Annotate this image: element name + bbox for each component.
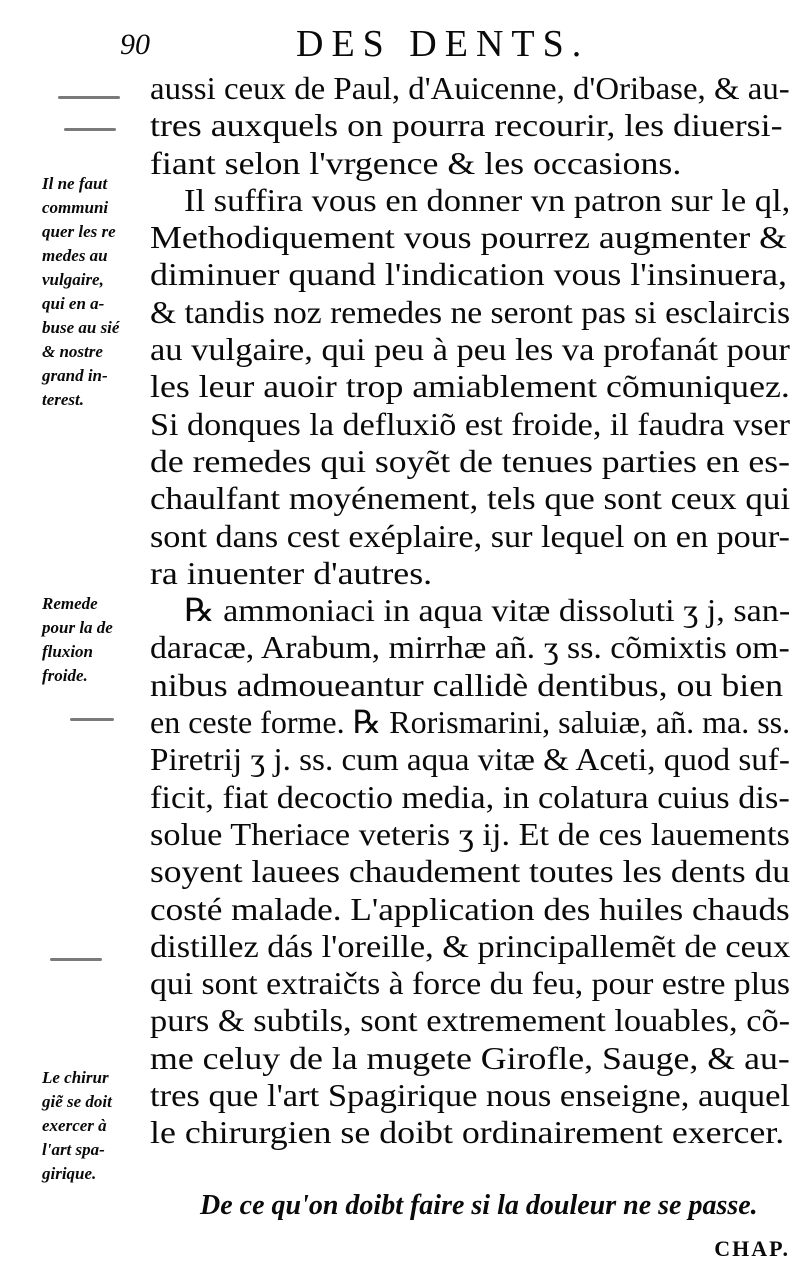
text-line: soyent lauees chaudement toutes les dents du xyxy=(150,853,791,890)
text-line: ficit, fiat decoctio media, in colatura cuius dis- xyxy=(150,778,790,815)
margin-note-chirurgien xyxy=(42,1066,154,1186)
margin-note-line: l'art spa- xyxy=(42,1140,105,1159)
text-line: de remedes qui soyẽt de tenues parties en es- xyxy=(150,442,791,479)
catchword: CHAP. xyxy=(714,1236,790,1261)
marginal-smudge xyxy=(70,718,114,721)
text-line: en ceste forme. ℞ Rorismarini, saluiæ, añ. ma. ss. xyxy=(150,704,791,741)
running-title: DES DENTS. xyxy=(296,23,590,65)
margin-note-line: froide. xyxy=(42,666,88,685)
margin-note-line: Le chirur xyxy=(42,1068,109,1087)
margin-note-line: giẽ se doit xyxy=(42,1092,112,1111)
text-line: costé malade. L'application des huiles chauds xyxy=(150,890,790,927)
text-line: diminuer quand l'indication vous l'insinuera, xyxy=(150,256,788,293)
margin-note-line: quer les re xyxy=(42,222,116,241)
margin-note-line: Il ne faut xyxy=(42,174,108,193)
text-line: tres que l'art Spagirique nous enseigne, auquel xyxy=(150,1077,791,1114)
text-line: Piretrij ʒ j. ss. cum aqua vitæ & Aceti, quod suf- xyxy=(150,741,790,778)
text-line: chaulfant moyénement, tels que sont ceux qui xyxy=(150,480,791,517)
text-line: les leur auoir trop amiablement cõmuniquez. xyxy=(150,368,790,405)
margin-note-line: girique. xyxy=(42,1164,97,1183)
margin-note-remede-defluxion xyxy=(42,592,154,688)
text-line: au vulgaire, qui peu à peu les va profanát pour xyxy=(150,331,790,368)
margin-note-line: exercer à xyxy=(42,1116,107,1135)
text-line: ℞ ammoniaci in aqua vitæ dissoluti ʒ j, san- xyxy=(184,592,791,629)
text-line: aussi ceux de Paul, d'Auicenne, d'Oribase, & au- xyxy=(150,70,790,106)
section-subheading: De ce qu'on doibt faire si la douleur ne se passe. xyxy=(200,1190,758,1221)
text-line: sont dans cest exéplaire, sur lequel on en pour- xyxy=(150,517,790,554)
margin-note-remedes xyxy=(42,172,154,412)
margin-note-line: buse au sié xyxy=(42,318,120,337)
text-line: distillez dás l'oreille, & principallemẽt de ceux xyxy=(150,927,791,964)
margin-note-line: fluxion xyxy=(42,642,94,661)
margin-note-line: communi xyxy=(42,198,109,217)
text-line: Si donques la defluxiõ est froide, il faudra vser xyxy=(150,405,791,442)
margin-note-line: Remede xyxy=(42,594,98,613)
page-number: 90 xyxy=(120,28,150,61)
margin-note-line: & nostre xyxy=(42,342,103,361)
text-line: qui sont extraičts à force du feu, pour estre plus xyxy=(150,965,791,1002)
page-header xyxy=(120,22,680,68)
margin-note-line: medes au xyxy=(42,246,108,265)
text-line: le chirurgien se doibt ordinairement exercer. xyxy=(150,1114,785,1151)
text-line: purs & subtils, sont extremement louables, cõ- xyxy=(150,1002,791,1039)
margin-note-line: pour la de xyxy=(42,618,113,637)
text-line: nibus admoueantur callidè dentibus, ou bien xyxy=(150,666,784,703)
main-text-block xyxy=(150,70,795,1152)
text-line: Il suffira vous en donner vn patron sur le ql, xyxy=(184,181,791,218)
margin-note-line: qui en a- xyxy=(42,294,105,313)
marginal-smudge xyxy=(64,128,116,131)
margin-note-line: grand in- xyxy=(42,366,108,385)
margin-note-line: vulgaire, xyxy=(42,270,104,289)
text-line: me celuy de la mugete Girofle, Sauge, & au- xyxy=(150,1039,790,1076)
text-line: tres auxquels on pourra recourir, les diuersi- xyxy=(150,107,783,144)
text-line: ra inuenter d'autres. xyxy=(150,554,433,591)
text-line: & tandis noz remedes ne seront pas si esclaircis xyxy=(150,293,791,330)
text-line: fiant selon l'vrgence & les occasions. xyxy=(150,144,682,181)
margin-note-line: terest. xyxy=(42,390,85,409)
text-line: solue Theriace veteris ʒ ij. Et de ces lauements xyxy=(150,815,790,852)
text-line: Methodiquement vous pourrez augmenter & xyxy=(150,219,787,256)
marginal-smudge xyxy=(50,958,102,961)
marginal-smudge xyxy=(58,96,120,99)
text-line: daracæ, Arabum, mirrhæ añ. ʒ ss. cõmixtis om- xyxy=(150,629,790,666)
